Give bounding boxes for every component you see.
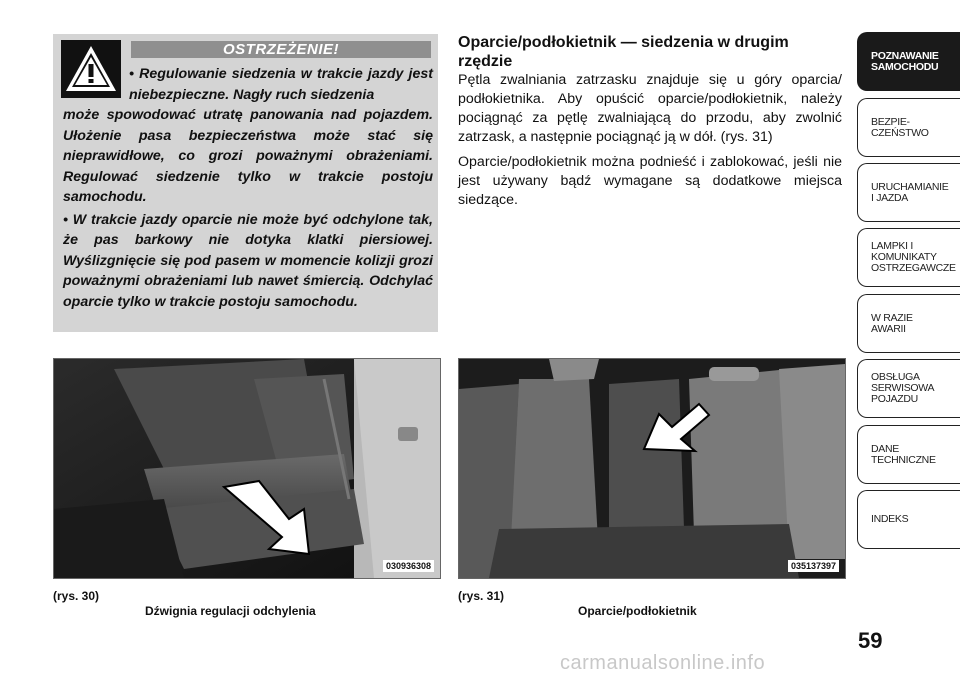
warning-text xyxy=(63,64,433,314)
figure-caption: Dźwignia regulacji odchylenia xyxy=(145,604,316,618)
tab-dane-techniczne[interactable] xyxy=(857,425,960,484)
tab-label: OBSŁUGA SERWISOWA POJAZDU xyxy=(871,371,935,405)
warning-bullet-1-rest: może spowodować utratę panowania nad pojazdem. Ułożenie pasa bezpieczeństwa może stać się nieprawidłowe, co grozi poważnymi obrażeniami. Regulować siedzenie tylko w trakcie postoju samochodu. xyxy=(63,107,433,205)
tab-uruchamianie-i-jazda[interactable] xyxy=(857,163,960,222)
tab-bezpieczenstwo[interactable] xyxy=(857,98,960,157)
section-paragraph-1: Pętla zwalniania zatrzasku znajduje się u góry oparcia/ podłokietnika. Aby opuścić oparcie/podłokietnik, należy pociągnąć za pętlę zwalniającą do przodu, aby zwolnić zatrzask, a następnie pociągnąć ją w dół. (rys. 31) xyxy=(458,72,842,145)
warning-bullet-1-lead: • Regulowanie siedzenia w trakcie jazdy jest niebezpieczne. Nagły ruch siedzenia xyxy=(129,66,433,103)
section-text xyxy=(458,33,842,216)
tab-label: BEZPIE- CZEŃSTWO xyxy=(871,115,929,139)
section-paragraph-2: Oparcie/podłokietnik można podnieść i zablokować, jeśli nie jest używany bądź wymagane są dodatkowe miejsca siedzące. xyxy=(458,154,842,208)
figure-ref: (rys. 31) xyxy=(458,589,505,603)
tab-obsluga-serwisowa[interactable] xyxy=(857,359,960,418)
warning-box xyxy=(53,34,438,332)
warning-bullet-2: • W trakcie jazdy oparcie nie może być odchylone tak, że pas barkowy nie dotyka klatki piersiowej. Wyślizgnięcie się pod pasem w momencie kolizji grozi poważnymi obrażeniami lub nawet śmiercią. Odchylać oparcie tylko w trakcie postoju samochodu. xyxy=(63,211,433,310)
tab-label: POZNAWANIE SAMOCHODU xyxy=(871,49,939,73)
tab-indeks[interactable] xyxy=(857,490,960,549)
figure-recline-lever xyxy=(53,358,441,579)
tab-poznawanie-samochodu[interactable] xyxy=(857,32,960,91)
figure-code: 035137397 xyxy=(788,560,839,572)
page-number: 59 xyxy=(858,628,883,653)
figure-caption: Oparcie/podłokietnik xyxy=(578,604,697,618)
tab-label: INDEKS xyxy=(871,513,909,525)
tab-label: W RAZIE AWARII xyxy=(871,311,913,335)
section-heading: Oparcie/podłokietnik — siedzenia w drugim rzędzie xyxy=(458,34,789,70)
tab-label: DANE TECHNICZNE xyxy=(871,442,936,466)
armrest-photo-illustration xyxy=(459,359,845,578)
tab-w-razie-awarii[interactable] xyxy=(857,294,960,353)
figure-armrest xyxy=(458,358,846,579)
tab-label: LAMPKI I KOMUNIKATY OSTRZEGAWCZE xyxy=(871,240,956,274)
tab-label: URUCHAMIANIE I JAZDA xyxy=(871,180,949,204)
watermark: carmanualsonline.info xyxy=(560,652,766,674)
seat-photo-illustration xyxy=(54,359,440,578)
figure-code: 030936308 xyxy=(383,560,434,572)
figure-ref: (rys. 30) xyxy=(53,589,100,603)
tab-lampki-i-komunikaty[interactable] xyxy=(857,228,960,287)
warning-title: OSTRZEŻENIE! xyxy=(131,41,431,58)
